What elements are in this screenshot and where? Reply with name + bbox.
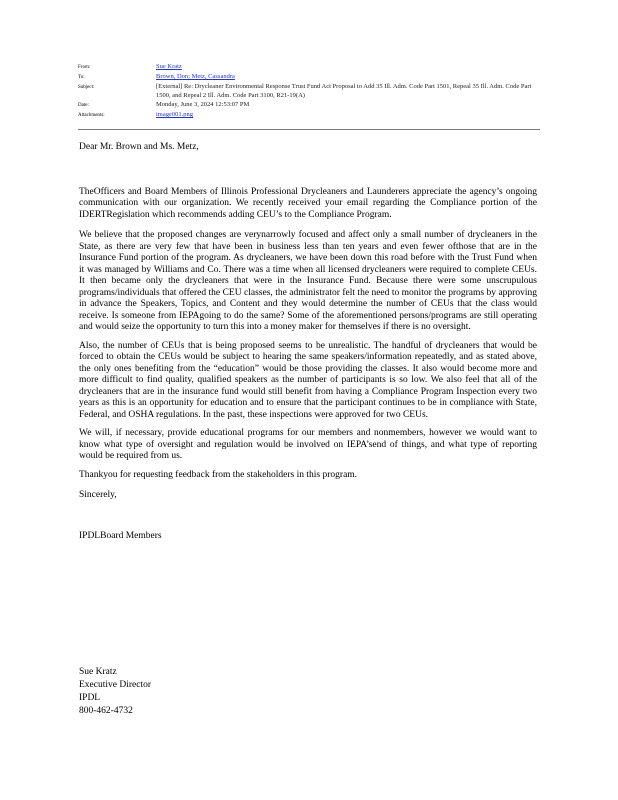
header-divider <box>78 129 540 130</box>
subject-value: [External] Re: Drycleaner Environmental Response Trust Fund Act Proposal to Add 35 Ill. Adm. Code Part 1501, Repeal 35 Ill. Adm. Code Part 1500, and Repeal 2 Ill. Adm. Code Part 3100, R21-19(A) <box>156 83 532 99</box>
to-label: To: <box>78 75 85 80</box>
signature-title: Executive Director <box>79 680 152 690</box>
attachments-label: Attachments: <box>78 113 105 118</box>
header-attachments-row <box>78 111 540 120</box>
subject-label: Subject: <box>78 85 95 90</box>
paragraph-ceu-number: Also, the number of CEUs that is being proposed seems to be unrealistic. The handful of drycleaners that would be forced to obtain the CEUs would be subject to hearing the same speakers/information repeatedly, and as stated above, the only ones benefiting from the “education” would be those providing the classes. It also would become more and more difficult to find quality, qualified speakers as the number of participants is so low. We also feel that all of the drycleaners that are in the insurance fund would still benefit from having a Compliance Program Inspection every two years as this is an opportunity for education and to ensure that the participant continues to be in compliance with State, Federal, and OSHA regulations. In the past, these inspections were approved for two CEUs. <box>79 340 537 420</box>
header-from-row <box>78 63 540 72</box>
attachment-link[interactable]: image001.png <box>156 111 194 118</box>
header-subject-row <box>78 83 540 100</box>
letter-board-signoff: IPDLBoard Members <box>79 530 162 541</box>
header-to-row <box>78 73 540 82</box>
date-label: Date: <box>78 103 89 108</box>
letter-greeting: Dear Mr. Brown and Ms. Metz, <box>79 142 199 152</box>
letter-closing: Sincerely, <box>79 490 117 500</box>
signature-block <box>79 666 151 718</box>
paragraph-thanks: Thankyou for requesting feedback from the stakeholders in this program. <box>79 469 358 480</box>
letter-body <box>79 139 537 542</box>
signature-phone: 800-462-4732 <box>79 706 133 716</box>
email-header <box>78 63 540 121</box>
to-value[interactable]: Brown, Don; Metz, Cassandra <box>156 73 235 80</box>
signature-org: IPDL <box>79 693 101 703</box>
signature-name: Sue Kratz <box>79 667 117 677</box>
from-value[interactable]: Sue Kratz <box>156 63 182 70</box>
from-label: From: <box>78 65 91 70</box>
paragraph-intro: TheOfficers and Board Members of Illinois Professional Drycleaners and Launderers appreciate the agency’s ongoing communication with our organization. We recently received your email regarding the Compliance portion of the IDERTRegislation which recommends adding CEU’s to the Compliance Program. <box>79 186 537 220</box>
paragraph-scope: We believe that the proposed changes are verynarrowly focused and affect only a small number of drycleaners in the State, as there are very few that have been in business less than ten years and even fewer ofthose that are in the Insurance Fund portion of the program. As drycleaners, we have been down this road before with the Trust Fund when it was managed by Williams and Co. There was a time when all licensed drycleaners were required to complete CEUs. It then became only the drycleaners that were in the Insurance Fund. Because there were some unscrupulous programs/individuals that offered the CEU classes, the administrator felt the need to monitor the programs by approving in advance the Speakers, Topics, and Content and they would determine the number of CEUs that the class would receive. Is someone from IEPAgoing to do the same? Some of the aforementioned persons/programs are still operating and would seize the opportunity to turn this into a money maker for themselves if there is no oversight. <box>79 230 537 332</box>
date-value: Monday, June 3, 2024 12:53:07 PM <box>156 101 250 108</box>
header-date-row <box>78 101 540 110</box>
paragraph-education: We will, if necessary, provide educational programs for our members and nonmembers, however we would want to know what type of oversight and regulation would be involved on IEPA’send of things, and what type of reporting would be required from us. <box>79 428 537 461</box>
